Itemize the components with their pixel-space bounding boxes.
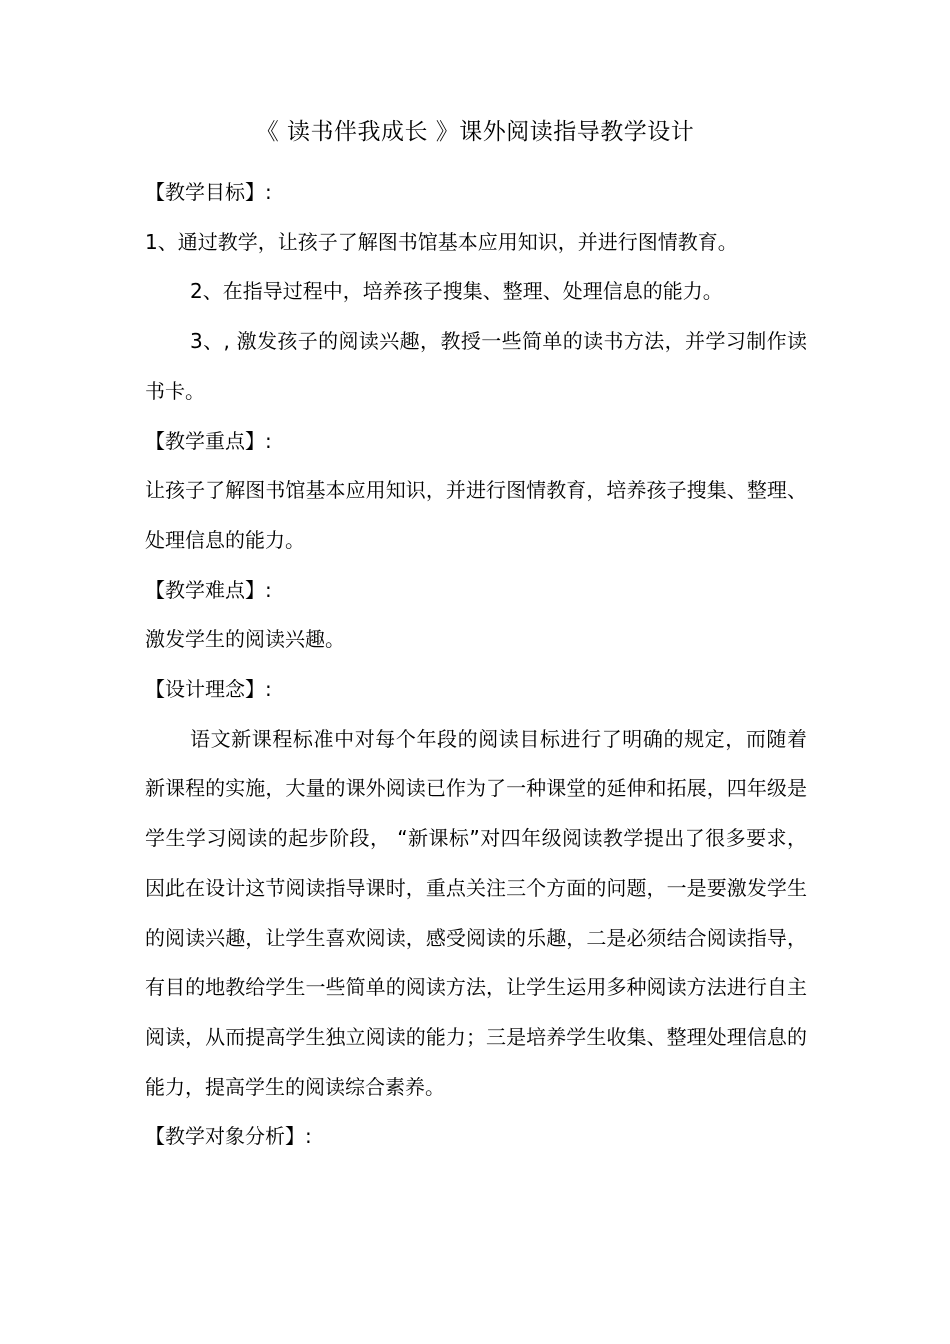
key-points-heading: 【教学重点】: xyxy=(145,428,272,453)
objective-3: 3、, 激发孩子的阅读兴趣，教授一些简单的读书方法，并学习制作读书卡。 xyxy=(145,329,807,403)
document-body xyxy=(145,168,807,1162)
difficulties-text: 激发学生的阅读兴趣。 xyxy=(145,627,345,652)
key-points-text: 让孩子了解图书馆基本应用知识，并进行图情教育，培养孩子搜集、整理、处理信息的能力。 xyxy=(145,478,807,552)
difficulties-heading: 【教学难点】: xyxy=(145,577,272,602)
concept-heading: 【设计理念】: xyxy=(145,677,272,702)
concept-text: 语文新课程标准中对每个年段的阅读目标进行了明确的规定，而随着新课程的实施，大量的课外阅读已作为了一种课堂的延伸和拓展，四年级是学生学习阅读的起步阶段， “新课标”对四年级阅读教学提出了很多要求， 因此在设计这节阅读指导课时，重点关注三个方面的问题，一是要激发学生的阅读兴趣，让学生喜欢阅读，感受阅读的乐趣，二是必须结合阅读指导，有目的地教给学生一些简单的阅读方法，让学生运用多种阅读方法进行自主阅读，从而提高学生独立阅读的能力；三是培养学生收集、整理处理信息的能力，提高学生的阅读综合素养。 xyxy=(145,726,807,1099)
objective-2: 2、在指导过程中，培养孩子搜集、整理、处理信息的能力。 xyxy=(190,279,723,304)
objectives-heading: 【教学目标】: xyxy=(145,180,272,204)
objective-1: 1、通过教学，让孩子了解图书馆基本应用知识，并进行图情教育。 xyxy=(145,229,738,254)
document-title: 《 读书伴我成长 》课外阅读指导教学设计 xyxy=(255,119,695,145)
analysis-heading: 【教学对象分析】: xyxy=(145,1124,312,1149)
